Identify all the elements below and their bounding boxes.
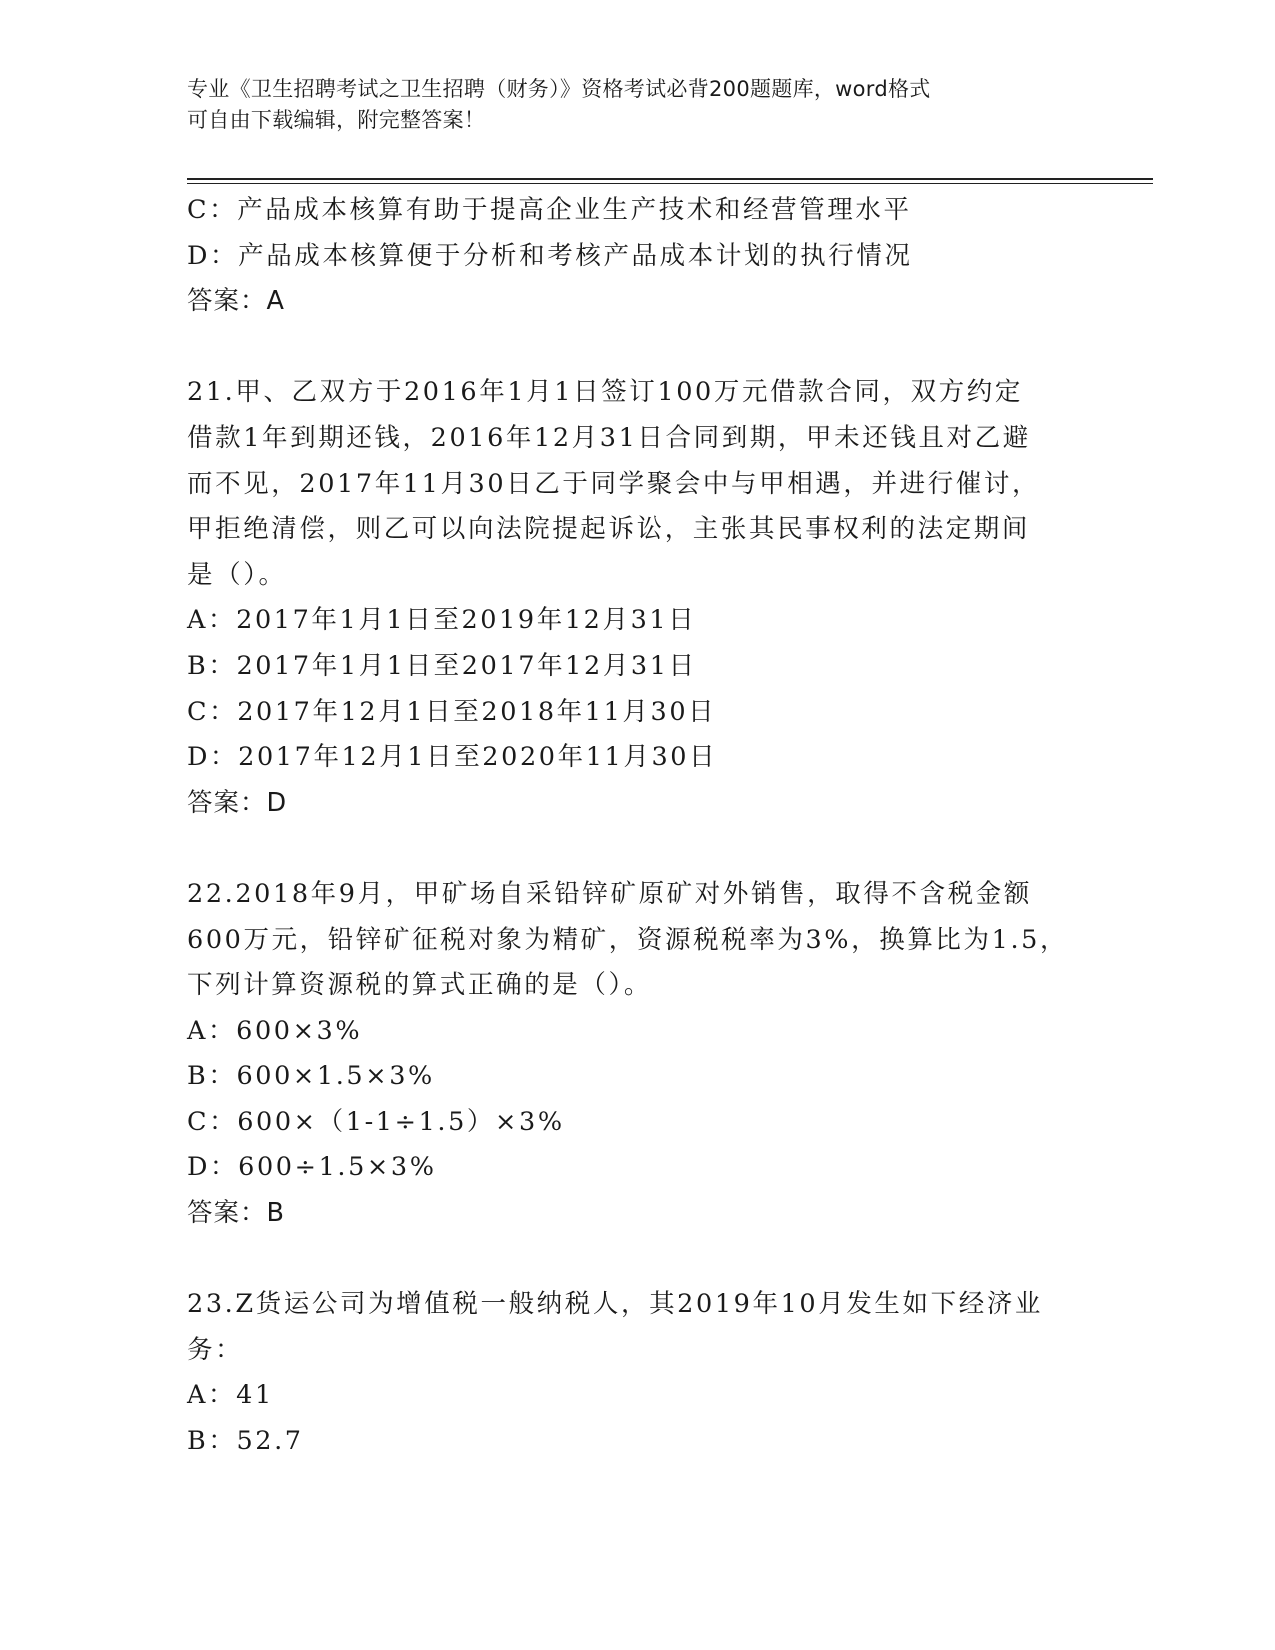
q21-stem-line-3: 而不见，2017年11月30日乙于同学聚会中与甲相遇，并进行催讨， [187,468,1041,499]
q21-stem-line-4: 甲拒绝清偿，则乙可以向法院提起诉讼，主张其民事权利的法定期间 [187,514,1031,545]
question-21 [187,370,1087,826]
q21-stem-line-5: 是（）。 [187,559,287,590]
q22-stem-line-1: 22.2018年9月，甲矿场自采铅锌矿原矿对外销售，取得不含税金额 [187,878,1032,909]
q22-stem-line-2: 600万元，铅锌矿征税对象为精矿，资源税税率为3%，换算比为1.5， [187,924,1069,955]
q23-option-a: A：41 [187,1380,274,1411]
q21-answer: 答案：D [187,787,288,818]
header-title-line-1: 专业《卫生招聘考试之卫生招聘（财务）》资格考试必背200题题库，word格式 [187,77,931,101]
q21-option-a: A：2017年1月1日至2019年12月31日 [187,605,697,636]
q21-option-b: B：2017年1月1日至2017年12月31日 [187,650,697,681]
q22-option-d: D：600÷1.5×3% [187,1152,437,1183]
header-divider-thin [187,183,1153,184]
q23-option-b: B：52.7 [187,1426,304,1457]
q22-stem-line-3: 下列计算资源税的算式正确的是（）。 [187,970,652,1001]
document-body [187,188,1087,1465]
q23-stem-line-2: 务： [187,1334,244,1365]
q22-option-c: C：600×（1-1÷1.5）×3% [187,1106,565,1137]
q21-stem-line-2: 借款1年到期还钱，2016年12月31日合同到期，甲未还钱且对乙避 [187,422,1031,453]
header-title-line-2: 可自由下载编辑，附完整答案！ [187,108,486,132]
header-divider-thick [187,178,1153,180]
q22-option-a: A：600×3% [187,1015,363,1046]
q22-option-b: B：600×1.5×3% [187,1061,435,1092]
q21-stem-line-1: 21.甲、乙双方于2016年1月1日签订100万元借款合同，双方约定 [187,377,1023,408]
question-23 [187,1282,1087,1464]
spacer [187,826,1087,872]
q21-option-c: C：2017年12月1日至2018年11月30日 [187,696,717,727]
spacer [187,1237,1087,1283]
page-header [187,74,1067,136]
question-22 [187,872,1087,1237]
q23-stem-line-1: 23.Z货运公司为增值税一般纳税人，其2019年10月发生如下经济业 [187,1289,1044,1320]
q22-answer: 答案：B [187,1198,285,1229]
prev-option-c: C：产品成本核算有助于提高企业生产技术和经营管理水平 [187,195,912,225]
prev-answer: 答案：A [187,286,285,317]
q21-option-d: D：2017年12月1日至2020年11月30日 [187,742,718,773]
prev-option-d: D：产品成本核算便于分析和考核产品成本计划的执行情况 [187,240,913,271]
spacer [187,325,1087,371]
